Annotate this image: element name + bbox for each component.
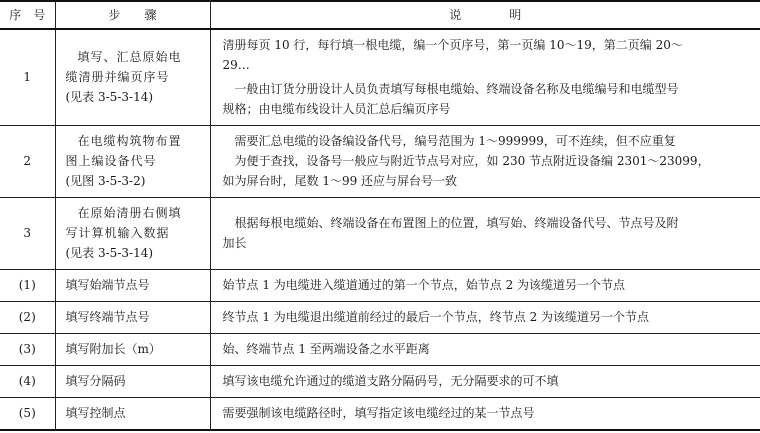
step-line: 图上编设备代号 (65, 154, 157, 168)
row-step: 填写分隔码 (55, 365, 210, 397)
row-desc: 始节点 1 为电缆进入缆道通过的第一个节点，始节点 2 为该缆道另一个节点 (210, 269, 760, 301)
table-row (0, 197, 760, 269)
row-no: (5) (0, 397, 55, 430)
desc-line: 一般由订货分册设计人员负责填写每根电缆始、终端设备名称及电缆编号和电缆型号 (234, 82, 679, 97)
header-desc: 说 明 (210, 1, 760, 29)
row-desc: 需要强制该电缆路径时，填写指定该电缆经过的某一节点号 (210, 397, 760, 430)
step-line: (见表 3-5-3-14) (65, 90, 154, 105)
row-no: (1) (0, 269, 55, 301)
row-step: 填写始端节点号 (55, 269, 210, 301)
row-desc (210, 125, 760, 197)
row-desc (210, 197, 760, 269)
step-line: (见表 3-5-3-14) (65, 246, 154, 260)
step-line: (见图 3-5-3-2) (65, 174, 146, 188)
row-step (55, 29, 210, 125)
row-step: 填写终端节点号 (55, 301, 210, 333)
row-step (55, 125, 210, 197)
row-desc: 终节点 1 为电缆退出缆道前经过的最后一个节点，终节点 2 为该缆道另一个节点 (210, 301, 760, 333)
table-row (0, 365, 760, 397)
desc-line: 清册每页 10 行，每行填一根电缆，编一个页序号，第一页编 10～19，第二页编 20～ (222, 38, 683, 53)
header-step: 步 骤 (55, 1, 210, 29)
header-no: 序 号 (0, 1, 55, 29)
row-desc: 始、终端节点 1 至两端设备之水平距离 (210, 333, 760, 365)
row-no: 1 (0, 29, 55, 125)
row-no: (3) (0, 333, 55, 365)
table-row (0, 301, 760, 333)
table-row (0, 29, 760, 125)
row-desc: 填写该电缆允许通过的缆道支路分隔码号，无分隔要求的可不填 (210, 365, 760, 397)
table-row (0, 269, 760, 301)
row-desc (210, 29, 760, 125)
desc-line: 29… (222, 58, 250, 73)
step-line: 缆清册并编页序号 (65, 70, 170, 85)
row-no: 2 (0, 125, 55, 197)
step-line: 填写、汇总原始电 (77, 50, 182, 65)
table-header (0, 1, 760, 29)
table-row (0, 397, 760, 430)
row-no: (2) (0, 301, 55, 333)
row-step: 填写控制点 (55, 397, 210, 430)
table-row (0, 333, 760, 365)
step-line: 在电缆构筑物布置 (77, 134, 182, 148)
row-no: 3 (0, 197, 55, 269)
desc-line: 为便于查找，设备号一般应与附近节点号对应，如 230 节点附近设备编 2301～23099， (234, 154, 710, 168)
step-line: 写计算机输入数据 (65, 226, 170, 240)
desc-line: 根据每根电缆始、终端设备在布置图上的位置，填写始、终端设备代号、节点号及附 (234, 216, 679, 230)
table-row (0, 125, 760, 197)
desc-line: 规格；由电缆布线设计人员汇总后编页序号 (222, 102, 451, 117)
row-step (55, 197, 210, 269)
row-step: 填写附加长（m） (55, 333, 210, 365)
step-line: 在原始清册右侧填 (77, 206, 182, 220)
row-no: (4) (0, 365, 55, 397)
desc-line: 需要汇总电缆的设备编设备代号，编号范围为 1～999999，可不连续，但不应重复 (234, 134, 676, 148)
desc-line: 如为屏台时，尾数 1～99 还应与屏台号一致 (222, 174, 458, 188)
desc-line: 加长 (222, 236, 247, 250)
